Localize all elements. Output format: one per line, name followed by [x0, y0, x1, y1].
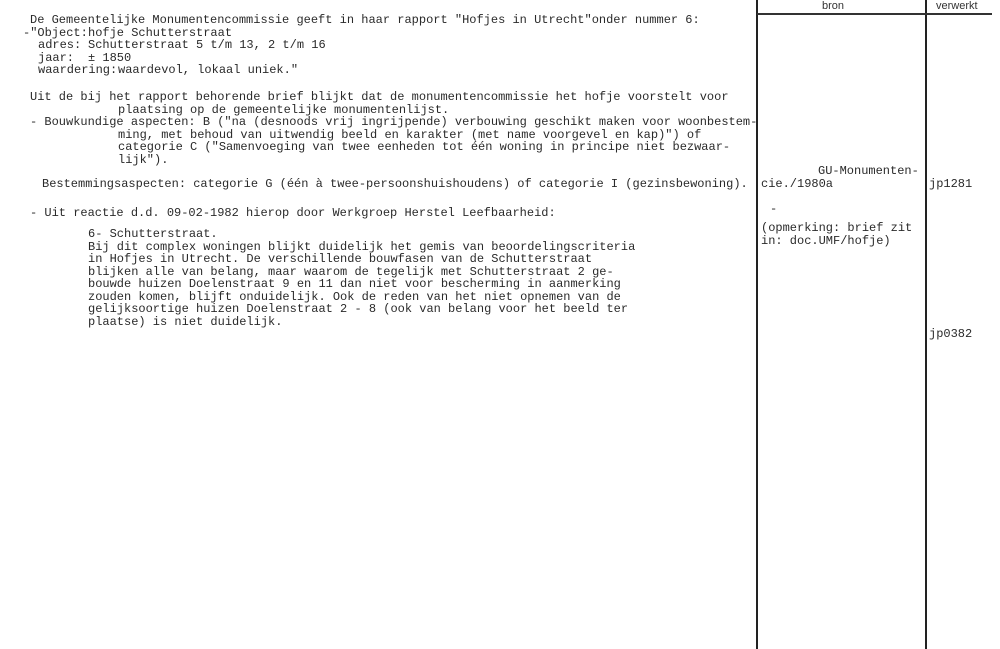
object-label: -"Object: — [23, 26, 88, 40]
bron-source-1: GU-Monumenten- — [818, 164, 919, 178]
bron-note-2: in: doc.UMF/hofje) — [761, 234, 891, 248]
column-header-verwerkt: verwerkt — [936, 0, 978, 12]
bouwkundig-line-3: categorie C ("Samenvoeging van twee eenheden tot één woning in principe niet bezwaar- — [118, 140, 731, 154]
bouwkundig-line-4: lijk"). — [118, 153, 169, 167]
column-header-bron: bron — [822, 0, 845, 12]
waardering-label: waardering: — [38, 63, 118, 77]
object-value: hofje Schutterstraat — [88, 26, 233, 40]
waardering-value: waardevol, lokaal uniek." — [118, 63, 299, 77]
reactie-line: gelijksoortige huizen Doelenstraat 2 - 8 (ook van belang voor het beeld ter — [88, 302, 629, 316]
reactie-heading: - Uit reactie d.d. 09-02-1982 hierop door Werkgroep Herstel Leefbaarheid: — [30, 206, 556, 220]
column-divider-bron — [756, 0, 758, 649]
reactie-line: zouden komen, blijft onduidelijk. Ook de reden van het niet opnemen van de — [88, 290, 621, 304]
reactie-line: plaatse) is niet duidelijk. — [88, 315, 283, 329]
column-divider-verwerkt — [925, 0, 927, 649]
bron-source-2: cie./1980a — [761, 177, 834, 191]
reactie-line: bouwde huizen Doelenstraat 9 en 11 dan niet voor bescherming in aanmerking — [88, 277, 621, 291]
reactie-line: blijken alle van belang, maar waarom de tegelijk met Schutterstraat 2 ge- — [88, 265, 614, 279]
bron-note-1: (opmerking: brief zit — [761, 221, 913, 235]
bestemming-line: Bestemmingsaspecten: categorie G (één à twee-persoonshuishoudens) of categorie I (gezinsbewoning). — [42, 177, 748, 191]
brief-line-2: plaatsing op de gemeentelijke monumentenlijst. — [118, 103, 450, 117]
bouwkundig-line-2: ming, met behoud van uitwendig beeld en karakter (met name voorgevel en kap)") of — [118, 128, 702, 142]
adres-label: adres: — [38, 38, 82, 52]
verwerkt-ref-2: jp0382 — [929, 327, 973, 341]
bron-dash: - — [770, 202, 778, 216]
jaar-value: ± 1850 — [88, 51, 132, 65]
verwerkt-ref-1: jp1281 — [929, 177, 973, 191]
intro-line: De Gemeentelijke Monumentencommissie geeft in haar rapport "Hofjes in Utrecht"onder nummer 6: — [30, 13, 700, 27]
header-rule — [757, 13, 992, 15]
brief-line-1: Uit de bij het rapport behorende brief blijkt dat de monumentencommissie het hofje voorstelt voor — [30, 90, 729, 104]
bouwkundig-line-1: - Bouwkundige aspecten: B ("na (desnoods vrij ingrijpende) verbouwing geschikt maken voor woonbestem- — [30, 115, 758, 129]
reactie-line: in Hofjes in Utrecht. De verschillende bouwfasen van de Schutterstraat — [88, 252, 593, 266]
reactie-line: Bij dit complex woningen blijkt duidelijk het gemis van beoordelingscriteria — [88, 240, 636, 254]
jaar-label: jaar: — [38, 51, 75, 65]
adres-value: Schutterstraat 5 t/m 13, 2 t/m 16 — [88, 38, 326, 52]
reactie-line: 6- Schutterstraat. — [88, 227, 218, 241]
